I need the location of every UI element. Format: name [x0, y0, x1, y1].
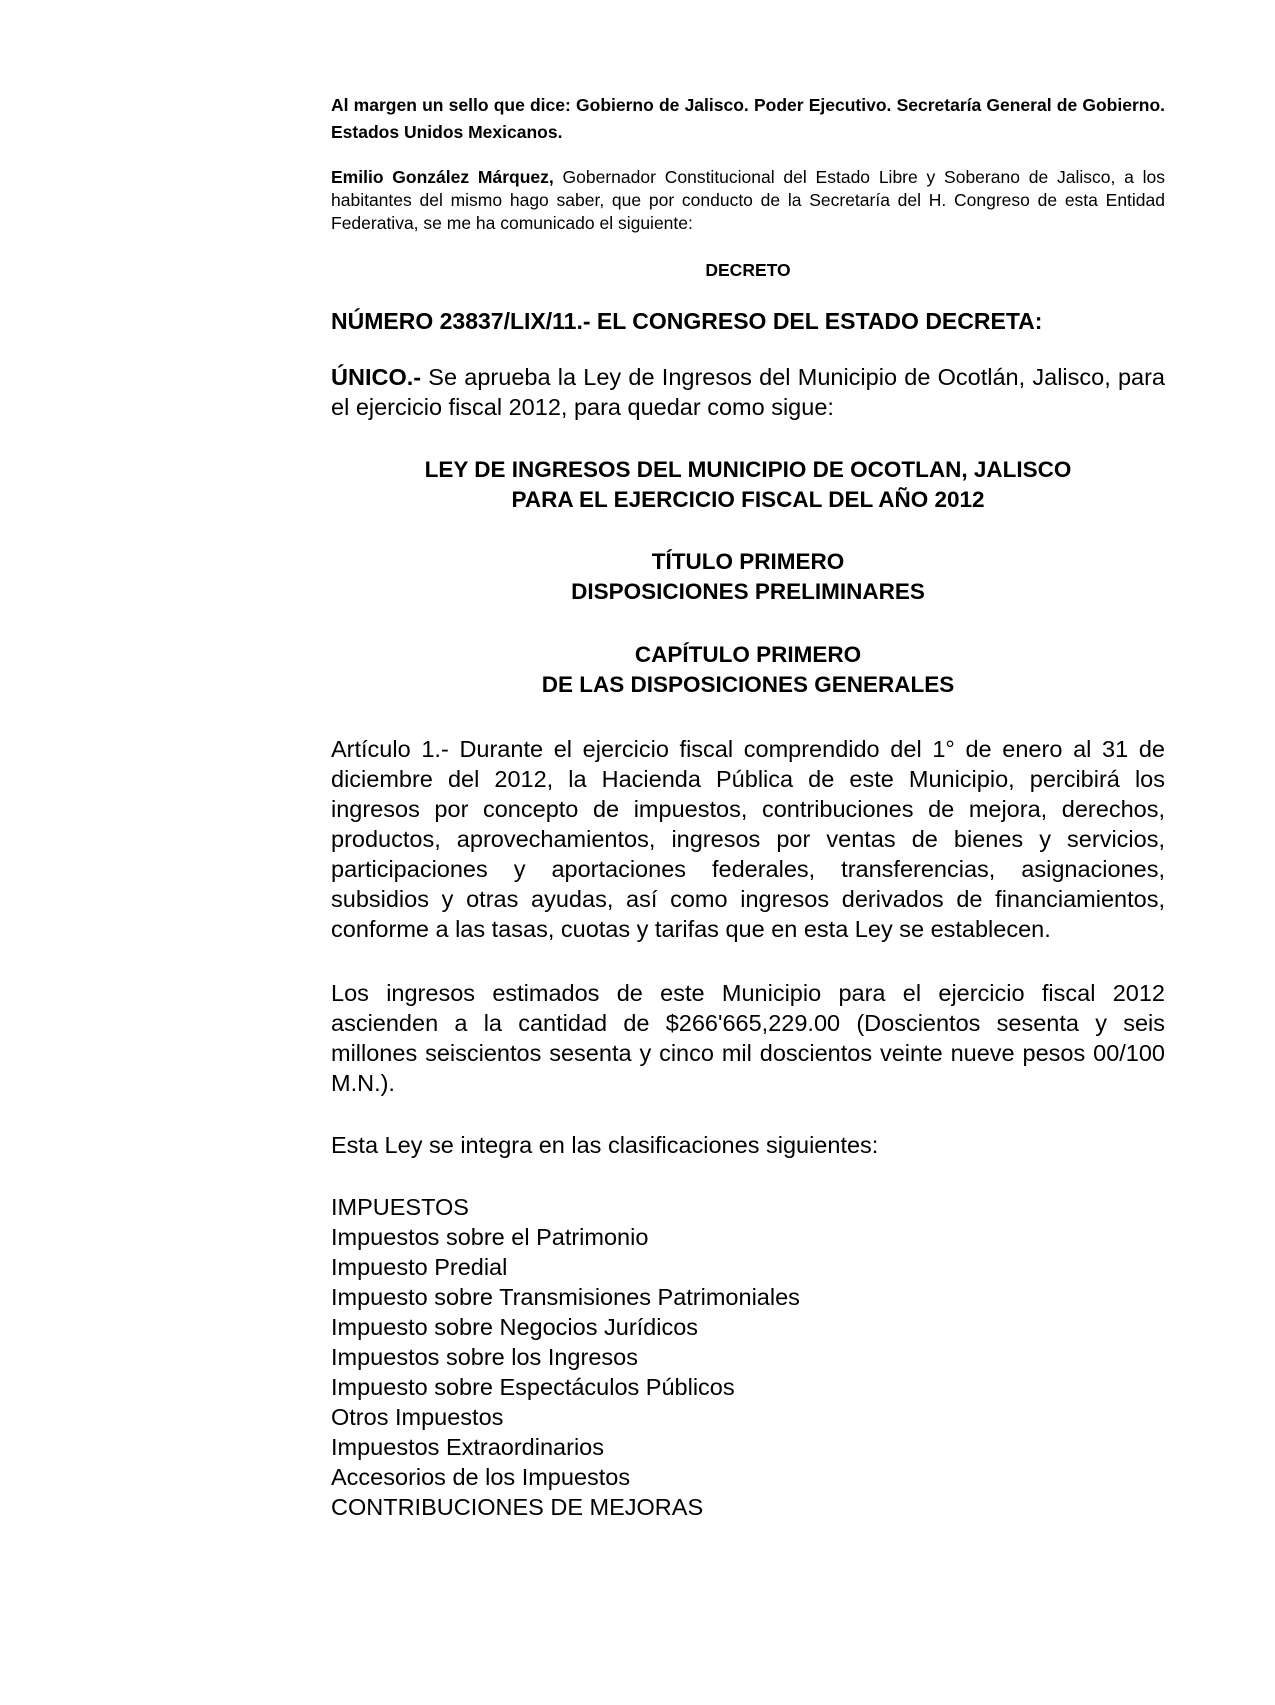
list-item: IMPUESTOS	[331, 1194, 469, 1220]
list-item: Accesorios de los Impuestos	[331, 1464, 631, 1490]
list-item: Impuesto sobre Espectáculos Públicos	[331, 1374, 735, 1400]
governor-name: Emilio González Márquez,	[331, 167, 554, 187]
law-title	[331, 455, 1165, 515]
list-item: Impuestos Extraordinarios	[331, 1434, 604, 1460]
document-page	[331, 92, 1165, 1522]
seal-note: Al margen un sello que dice: Gobierno de Jalisco. Poder Ejecutivo. Secretaría General de Gobierno. Estados Unidos Mexicanos.	[331, 95, 1165, 142]
law-title-line-1: LEY DE INGRESOS DEL MUNICIPIO DE OCOTLAN, JALISCO	[424, 457, 1072, 482]
intro-text: Gobernador Constitucional del Estado Libre y Soberano de Jalisco, a los habitantes del mismo hago saber, que por conducto de la Secretaría del H. Congreso de esta Entidad Federativa, se me ha comunicado el siguiente:	[331, 167, 1165, 233]
list-item: CONTRIBUCIONES DE MEJORAS	[331, 1494, 704, 1520]
law-title-line-2: PARA EL EJERCICIO FISCAL DEL AÑO 2012	[511, 487, 985, 512]
list-item: Impuesto Predial	[331, 1254, 508, 1280]
titulo-heading	[331, 547, 1165, 607]
intro-paragraph	[331, 166, 1165, 235]
list-item: Impuesto sobre Transmisiones Patrimoniales	[331, 1284, 800, 1310]
clasificaciones-list	[331, 1192, 1165, 1522]
ingresos-estimados: Los ingresos estimados de este Municipio para el ejercicio fiscal 2012 ascienden a la cantidad de $266'665,229.00 (Doscientos sesenta y seis millones seiscientos sesenta y cinco mil doscientos veinte nueve pesos 00/100 M.N.).	[331, 980, 1165, 1096]
list-item: Impuesto sobre Negocios Jurídicos	[331, 1314, 699, 1340]
articulo-1: Artículo 1.- Durante el ejercicio fiscal comprendido del 1° de enero al 31 de diciembre del 2012, la Hacienda Pública de este Municipio, percibirá los ingresos por concepto de impuestos, contribuciones de mejora, derechos, productos, aprovechamientos, ingresos por ventas de bienes y servicios, participaciones y aportaciones federales, transferencias, asignaciones, subsidios y otras ayudas, así como ingresos derivados de financiamientos, conforme a las tasas, cuotas y tarifas que en esta Ley se establecen.	[331, 736, 1165, 942]
capitulo-heading	[331, 640, 1165, 700]
capitulo-line-2: DE LAS DISPOSICIONES GENERALES	[541, 672, 955, 697]
titulo-line-2: DISPOSICIONES PRELIMINARES	[571, 579, 925, 604]
integra-paragraph: Esta Ley se integra en las clasificaciones siguientes:	[331, 1132, 879, 1158]
titulo-line-1: TÍTULO PRIMERO	[651, 549, 845, 574]
decreto-label: DECRETO	[705, 260, 791, 280]
unico-text: Se aprueba la Ley de Ingresos del Municipio de Ocotlán, Jalisco, para el ejercicio fiscal 2012, para quedar como sigue:	[331, 364, 1165, 420]
unico-paragraph	[331, 362, 1165, 422]
capitulo-line-1: CAPÍTULO PRIMERO	[634, 642, 862, 667]
decree-number: NÚMERO 23837/LIX/11.- EL CONGRESO DEL ESTADO DECRETA:	[331, 308, 1043, 334]
list-item: Impuestos sobre el Patrimonio	[331, 1224, 649, 1250]
list-item: Otros Impuestos	[331, 1404, 504, 1430]
list-item: Impuestos sobre los Ingresos	[331, 1344, 638, 1370]
unico-label: ÚNICO.-	[331, 364, 422, 390]
